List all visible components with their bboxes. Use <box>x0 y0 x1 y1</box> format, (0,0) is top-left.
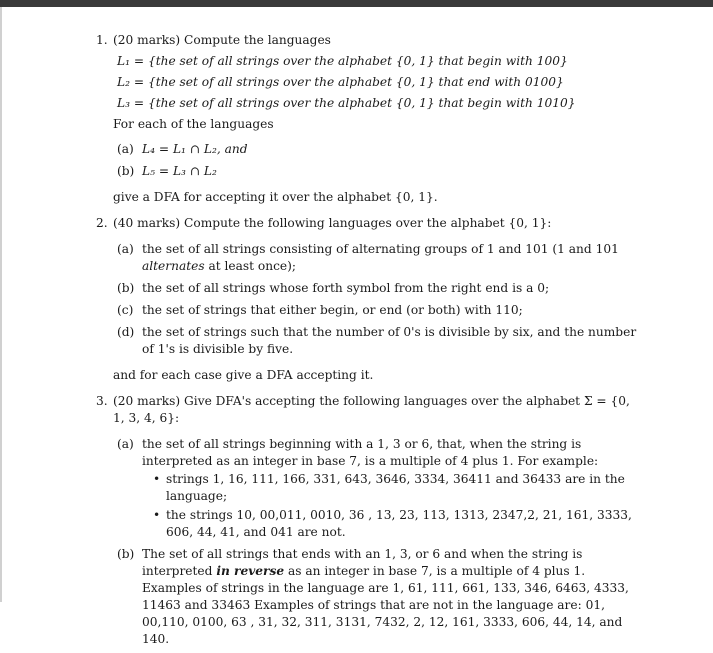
sub-question-label: (d) <box>117 325 135 339</box>
sub-question-label: (a) <box>117 242 134 256</box>
closing-text: and for each case give a DFA accepting it. <box>113 368 374 382</box>
text-segment: at least once); <box>204 259 296 273</box>
sub-question-text: the set of strings that either begin, or end (or both) with 110; <box>142 303 523 317</box>
bullet-item <box>96 507 644 541</box>
bullet-text: the strings 10, 00,011, 0010, 36 , 13, 23, 113, 1313, 2347,2, 21, 161, 3333, 606, 44, 41, and 041 are not. <box>166 508 632 539</box>
language-definition: L₂ = {the set of all strings over the alphabet {0, 1} that end with 0100} <box>117 75 564 89</box>
sub-question <box>96 241 644 275</box>
question-2 <box>96 215 644 384</box>
bullet-text: strings 1, 16, 111, 166, 331, 643, 3646, 3334, 36411 and 36433 are in the language; <box>166 472 625 503</box>
emphasized-text: alternates <box>142 259 205 273</box>
sub-question <box>96 163 644 180</box>
sub-question-text: L₅ = L₃ ∩ L₂ <box>142 164 217 178</box>
sub-question-text: the set of strings such that the number of 0's is divisible by six, and the number of 1's is divisible by five. <box>142 325 637 356</box>
sub-question-label: (b) <box>117 281 135 295</box>
sub-question-label: (a) <box>117 437 134 451</box>
sub-question-text: the set of all strings beginning with a 1, 3 or 6, that, when the string is interpreted as an integer in base 7, is a multiple of 4 plus 1. For example: <box>142 437 599 468</box>
emphasized-text: in reverse <box>216 564 285 578</box>
bullet-icon: • <box>153 472 161 486</box>
page-left-edge <box>0 7 2 602</box>
sub-question <box>96 141 644 158</box>
language-definition: L₁ = {the set of all strings over the alphabet {0, 1} that begin with 100} <box>117 54 568 68</box>
sub-question-text: L₄ = L₁ ∩ L₂, and <box>142 142 248 156</box>
closing-text: give a DFA for accepting it over the alphabet {0, 1}. <box>113 190 438 204</box>
question-intro: (20 marks) Compute the languages <box>113 33 331 47</box>
question-intro: (20 marks) Give DFA's accepting the following languages over the alphabet Σ = {0, 1, 3, 4, 6}: <box>113 394 630 425</box>
sub-question-label: (c) <box>117 303 134 317</box>
sub-question-text <box>142 547 585 578</box>
question-3 <box>96 393 644 648</box>
sub-question <box>96 302 644 319</box>
sub-question-text: the set of all strings whose forth symbol from the right end is a 0; <box>142 281 550 295</box>
bullet-icon: • <box>153 508 161 522</box>
sub-question-text <box>142 242 619 273</box>
question-number: 1. <box>96 33 108 47</box>
sub-question <box>96 280 644 297</box>
question-intro: (40 marks) Compute the following languages over the alphabet {0, 1}: <box>113 216 552 230</box>
bullet-item <box>96 471 644 505</box>
language-definition: L₃ = {the set of all strings over the alphabet {0, 1} that begin with 1010} <box>117 96 576 110</box>
question-1 <box>96 32 644 206</box>
question-number: 2. <box>96 216 108 230</box>
window-top-bar <box>0 0 713 7</box>
document-page <box>96 32 644 653</box>
text-segment: the set of all strings consisting of alternating groups of 1 and 101 (1 and 101 <box>142 242 619 256</box>
sub-question <box>96 436 644 470</box>
sub-question-label: (a) <box>117 142 134 156</box>
text-segment: The set of all strings that ends with an 1, 3, or 6 and when the string is interpreted <box>142 547 583 578</box>
text-segment: as an integer in base 7, is a multiple of 4 plus 1. <box>284 564 586 578</box>
question-number: 3. <box>96 394 108 408</box>
sub-question-label: (b) <box>117 164 135 178</box>
instruction-text: For each of the languages <box>113 117 274 131</box>
sub-question <box>96 324 644 358</box>
sub-question-label: (b) <box>117 547 135 561</box>
sub-question <box>96 546 644 648</box>
examples-text: Examples of strings in the language are 1, 61, 111, 661, 133, 346, 6463, 4333, 11463 and 33463 Examples of strings that are not in the language are: 01, 00,110, 0100, 63 , 31, 32, 311, 3131, 7432, 2, 12, 161, 3333, 606, 44, 14, and 140. <box>142 581 629 646</box>
